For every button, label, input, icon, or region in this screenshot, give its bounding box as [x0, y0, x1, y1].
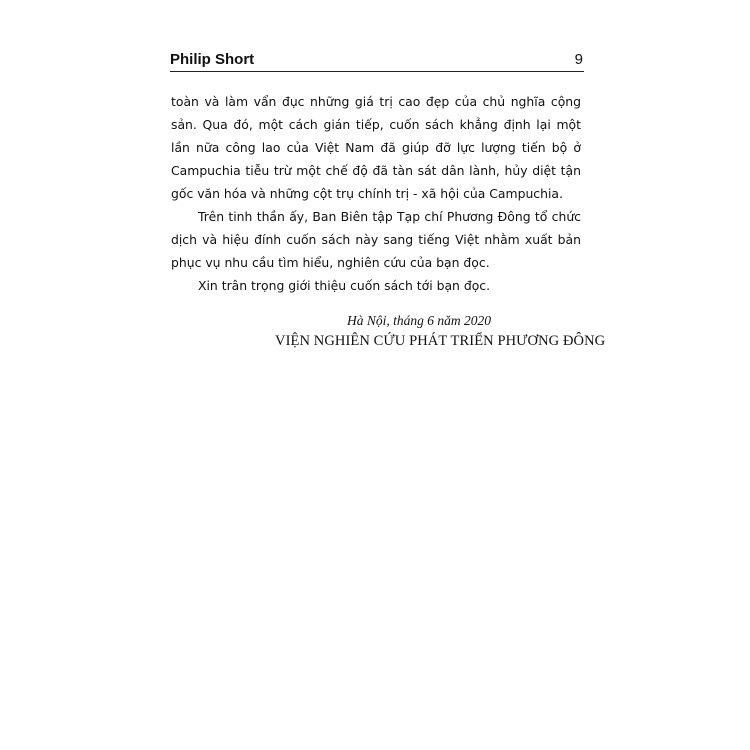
signature-place-date: Hà Nội, tháng 6 năm 2020 [347, 313, 492, 328]
page-number: 9 [574, 51, 583, 68]
paragraph-1: toàn và làm vẩn đục những giá trị cao đẹp của chủ nghĩa cộng sản. Qua đó, một cách gián tiếp, cuốn sách khẳng định lại một lần nữa công lao của Việt Nam đã giúp đỡ lực lượng tiến bộ ở Campuchia tiễu trừ một chế độ đã tàn sát dân lành, hủy diệt tận gốc văn hóa và những cột trụ chính trị - xã hội của Campuchia. [171, 94, 581, 201]
body-text [171, 90, 581, 297]
paragraph-2: Trên tinh thần ấy, Ban Biên tập Tạp chí Phương Đông tổ chức dịch và hiệu đính cuốn sách này sang tiếng Việt nhằm xuất bản phục vụ nhu cầu tìm hiểu, nghiên cứu của bạn đọc. [171, 209, 581, 270]
header-author: Philip Short [170, 51, 255, 68]
running-header [170, 51, 584, 71]
paragraph-3: Xin trân trọng giới thiệu cuốn sách tới bạn đọc. [198, 278, 491, 293]
header-rule [170, 71, 584, 72]
signature-organization: VIỆN NGHIÊN CỨU PHÁT TRIỂN PHƯƠNG ĐÔNG [275, 333, 606, 349]
